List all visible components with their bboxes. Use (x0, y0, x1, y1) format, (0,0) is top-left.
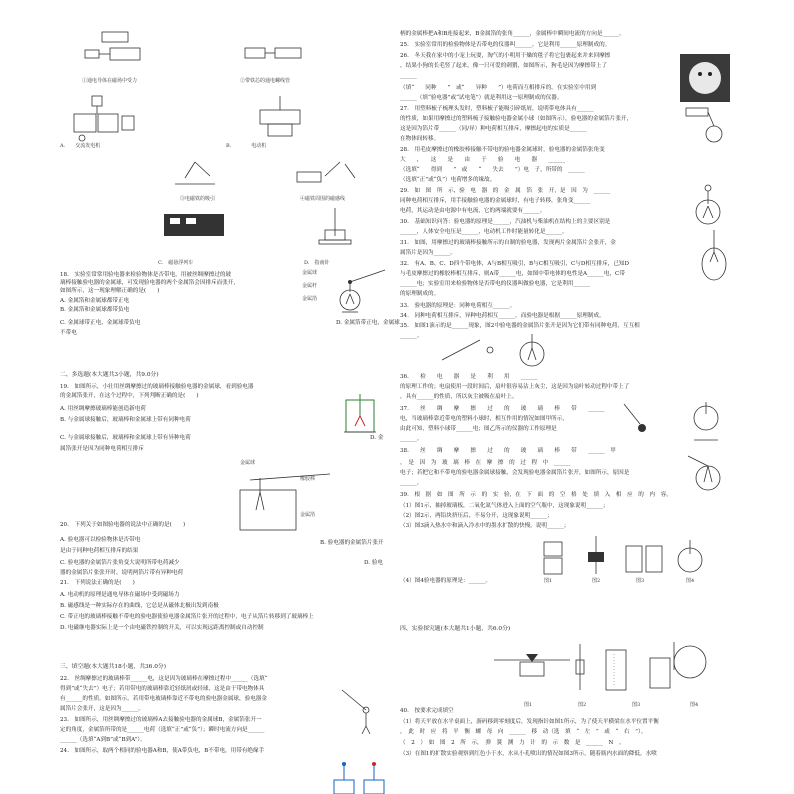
electroscope-figure-q38 (686, 452, 730, 496)
q21-option-d: D. 电磁继电器实际上是一个由电磁铁控制的开关，可以实现远距离控制或自动控制 (60, 625, 264, 631)
q27-line4: 在物体间转移。 (400, 136, 440, 142)
q39-line4: （3）图3滴入热水中和滴入冷水中的墨水扩散的快慢，说明______； (400, 523, 570, 529)
q39-fig2-label: 图2 (592, 578, 601, 584)
q30-line1: 30. 基础知识问答：验电器的原理是______，汽油机与柴油机在结构上的主要区别是 (400, 219, 611, 225)
q40-line3: ， 此 时 应 将 平 衡 螺 母 向 ______ 移 动（选 填 “ 左 ” 或 “ 右 ”）。 (400, 729, 647, 735)
q22-line4: 属箔片会张开，这是因为______。 (60, 706, 144, 712)
q37-line2: 电，当玻璃棒靠近带电的塑料小球时，相互作用的情况如图甲所示， (400, 416, 568, 422)
q40-line4: （ 2 ） 如 图 2 所 示， 弹 簧 测 力 计 的 示 数 是 ______ N 。 (400, 740, 625, 746)
electroscope-figure-q20 (230, 460, 340, 536)
q29-line3: 电荷，其运动是由电源中有电流，它的两端就要有______。 (400, 208, 546, 214)
q20-option-a: A. 验电器可以检验物体是否带电 (60, 537, 141, 543)
q26-line1: 26. 冬天我在家中的小宠上玩耍，淘气的小明用干燥的毯子将它包裹起来并来回摩擦 (400, 53, 611, 59)
q36-line3: ，具有______的性质，所以灰尘被吸在扇叶上。 (400, 394, 518, 400)
q39-fig3-label: 图3 (636, 578, 645, 584)
section-experiment: 四、实验探究题(本大题共1小题，共6.0分) (400, 626, 511, 632)
q22-line3: 有______的性质。如图所示，若用带电玻璃棒靠近不带电的验电器金属球，验电器金 (60, 696, 267, 702)
q19-option-a: A. 用丝绸摩擦玻璃棒能创造新电荷 (60, 406, 146, 412)
q27-line1: 27. 用塑料梳子梳理头发时，塑料梳子能吸引碎纸屑，说明带电体具有______ (400, 106, 594, 112)
caption-3: ③电磁铁的吸引 (180, 196, 216, 202)
maglev-train-figure (160, 208, 230, 248)
q19-line2: 的金属箔张开，在这个过程中，下列判断正确的是( ) (60, 393, 199, 399)
electromagnet-figure (240, 40, 310, 70)
q40-fig3-label: 图3 (632, 702, 641, 708)
q18-option-d-cont: 不带电 (60, 330, 77, 336)
figures-q35 (440, 330, 550, 370)
q32-line4: 的原理制成的。 (400, 291, 440, 297)
electroscope-figure-q19 (340, 392, 380, 438)
q19-line1: 19. 如图所示，小壮用丝绸摩擦过的玻璃棒接触验电器的金属球，看到验电器 (60, 384, 254, 390)
q35-line1: 35. 如图1演示的是______现象，图2中验电器的金属箔片张开是因为它们带有同种电荷，互互相 (400, 323, 640, 329)
q37-line4: ______。 (400, 436, 423, 442)
q40-fig4-label: 图4 (690, 702, 699, 708)
magnetic-field-figure (170, 158, 220, 198)
q19-option-d-cont: 属箔张开是因为同种电荷相互排斥 (60, 446, 144, 452)
generator-figure (62, 94, 162, 150)
maglev-label: 磁悬浮列车 (168, 260, 194, 266)
q40-line2: （1）将天平放在水平桌面上，游码移到零刻度后，发现指针如图1所示，为了使天平横梁在水平位置平衡 (400, 719, 659, 725)
q21-option-a: A. 电动机的原理是通电导体在磁场中受到磁场力 (60, 592, 180, 598)
q39-fig1-label: 图1 (544, 578, 553, 584)
q21-option-b: B. 磁感线是一种实际存在的曲线，它总是从磁体北极出发到南极 (60, 603, 219, 609)
q18-line3: 如图所示，这一现象理解正确的是( ) (60, 288, 160, 294)
q20-label-ball: 金属球 (240, 460, 256, 466)
q37-line1: 37. 丝 绸 摩 擦 过 的 玻 璃 棒 带 ______ (400, 406, 605, 412)
q38-line3: 电子；若把它和不带电的验电器金属球接触，会发现验电器金属箔片张开，如图所示，原因是 (400, 470, 630, 476)
q20-option-d-cont: 器的金属箔片张张开时，说明两箔片带有异种电荷 (60, 570, 184, 576)
q40-line5: （3）在图1的扩散实验观察到红色小于水，水从小孔喷出的情况如图3所示，随着瓶内水面的降低，水喷 (400, 751, 657, 757)
q18-label-foil: 金属箔 (302, 296, 318, 302)
q34: 34. 同种电荷相互排斥，异种电荷相互______，而验电器是根据______原理制成。 (400, 313, 605, 319)
q20-option-b-cont: 是由于同种电荷相互排斥的结果 (60, 548, 139, 554)
q28-line3: （选填“ 得到 ” 或 “ 失去 ”）电 子，所带的 ______ (400, 167, 585, 173)
q19-option-c: C. 与金属球接触后，玻璃棒和金属球上带有异种电荷 (60, 435, 191, 441)
q37-line3: 由此可知，塑料小球带______电；图乙所示的仪器的工作原理是 (400, 426, 557, 432)
q31-line1: 31. 如图，用摩擦过的玻璃棒接触所示的自制的验电器，发现两片金属箔片会张开，金 (400, 240, 616, 246)
q25: 25. 实验室常用的检验物体是否带电的仪器叫______，它是利用______原理制成的。 (400, 42, 611, 48)
q21-option-c: C. 带正电的玻璃棒接触不带电的验电器使验电器金属箔片张开的过程中，电子从箔片转移到了玻璃棒上 (60, 614, 314, 620)
q39-line2: （1）图1示，抽掉玻璃板，二氧化氮气体进入上面的空气瓶中，这现象说明______； (400, 503, 609, 509)
q18-label-ball: 金属球 (302, 270, 318, 276)
q28-line2: 大 ， 这 是 由 于 验 电 器 ______ (400, 157, 566, 163)
option-c-label: C. 磁悬浮列车 (158, 260, 194, 266)
q18-option-a: A. 金属箔和金属球都带正电 (60, 298, 130, 304)
q26-line3: ______ (400, 73, 417, 79)
q28-line1: 28. 用毛皮摩擦过的橡胶棒接触不带电的验电器金属球时，验电器的金属箔张角变 (400, 147, 605, 153)
q18-option-d: D. 金属箔带正电，金属球 (336, 320, 400, 326)
q18-option-b: B. 金属箔和金属球都带负电 (60, 307, 130, 313)
q18-line1: 18. 实验室常常用验电器来检验物体是否带电，用被丝绸摩擦过的玻 (60, 272, 232, 278)
q24-cont: 柄的金属棒把A和B连接起来，B金属箔的张角______，金属棒中瞬间电流的方向是______。 (400, 31, 625, 37)
q40-fig1-label: 图1 (524, 702, 533, 708)
q29-line1: 29. 如 图 所 示，验 电 器 的 金 属 箔 张 开，是 因 为 ______ (400, 188, 611, 194)
q31-line2: 属箔片是因为______。 (400, 250, 456, 256)
caption-4: ④磁铁周围的磁感线 (300, 196, 346, 202)
q32-line3: ______电；实验室用来检验物体是否带电的仪器叫做验电器，它是利用______ (400, 281, 591, 287)
fluffy-dog-photo (680, 54, 730, 102)
q19-option-b: B. 与金属球接触后，玻璃棒和金属球上带有同种电荷 (60, 417, 191, 423)
q20-option-c: C. 验电器的金属箔片张角变大说明所带电荷减少 (60, 560, 180, 566)
electroscope-figure-q29 (690, 184, 726, 234)
compass-label: 指南针 (314, 260, 330, 266)
q40-fig2-label: 图2 (578, 702, 587, 708)
q20-line1: 20. 下列关于如图验电器的说法中正确的是( ) (60, 522, 186, 528)
q27-line2: 的性质，如果用摩擦过的塑料梳子接触验电器金属小球（如图所示），验电器的金属箔片张开， (400, 116, 633, 122)
electroscopes-figure-q24 (330, 758, 390, 794)
option-a-label: A. 交流发电机 (60, 143, 101, 149)
q39-line5: （4）图4验电器的原理是：______。 (400, 578, 492, 584)
q21-line1: 21. 下列说法正确的是( ) (60, 580, 135, 586)
q27-line3: 这是因为箔片带______（同/异）种电荷相互排斥，摩擦起电的实质是______ (400, 126, 587, 132)
q22-line1: 22. 丝绸摩擦过的玻璃棒带______电，这是因为玻璃棒在摩擦过程中______（选填“ (60, 676, 268, 682)
q32-line2: 与毛皮摩擦过的橡胶棒相互排斥，则A带______电，如图中带电体的电性是A______电，C带 (400, 271, 625, 277)
q26-line4: （填“ 同种 ” 或“ 异种 ”）电荷而互相排斥的。在实验室中用到 (400, 85, 597, 91)
q38-line2: ， 是 因 为 玻 璃 棒 在 摩 擦 的 过 程 中 ______ (400, 460, 571, 466)
q29-line2: 同种电荷相互排斥，用手接触验电器的金属球时，有电子转移，张角变______ (400, 198, 591, 204)
q39-line1: 39. 根 据 如 图 所 示 的 实 验，在 下 面 的 空 格 处 填 入 相 应 的 内 容。 (400, 492, 672, 498)
q20-label-rod: 橡胶棒 (300, 476, 316, 482)
generator-label: 交流发电机 (75, 143, 101, 149)
q38-line4: ______。 (400, 480, 423, 486)
q22-line2: 得到”或“失去”）电子；若用带电的玻璃棒靠近轻纸屑或轻球，这是由于带电物体具 (60, 686, 265, 692)
q20-option-d: D. 验电 (364, 560, 384, 566)
q40-line1: 40. 按要求完成填空 (400, 708, 454, 714)
q36-line1: 36. 检 电 器 是 利 用 ______ (400, 374, 538, 380)
option-d-label: D. 指南针 (304, 260, 330, 266)
q23-line2: 定的角度，金属箔所带的是______电荷（选填“正”或“负”）；瞬时电流方向是______ (60, 727, 265, 733)
homemade-electroscope-figure (698, 228, 730, 288)
section-multiple-choice: 二、多选题(本大题共3小题，共9.0分) (60, 372, 159, 378)
electroscope-figure-q18 (320, 266, 390, 316)
q39-fig4-label: 图4 (686, 578, 695, 584)
q28-line4: （选填“正”或“负”）电荷增多的缘故。 (400, 177, 496, 183)
motor-figure (250, 94, 320, 150)
electroscope-figure-q22 (340, 686, 386, 736)
q23-line3: ______（选填“A到B”或“B到A”）。 (60, 737, 146, 743)
q26-line5: ______（填“验电器”或“试电笔”）就是利用这一原理制成的仪器。 (400, 95, 563, 101)
motor-label: 电动机 (251, 143, 267, 149)
q35-line2: ______。 (400, 333, 423, 339)
induction-figure (295, 158, 365, 198)
q24-line1: 24. 如图所示，取两个相同的验电器A和B，使A带负电，B不带电，用带有绝缘手 (60, 748, 265, 754)
q32-line1: 32. 有A、B、C、D四个带电体，A与B相互吸引，B与C相互吸引，C与D相互排斥，已知D (400, 261, 630, 267)
option-b-label: B. 电动机 (226, 143, 267, 149)
figures-q39 (540, 534, 720, 584)
q30-line2: ______，人体安全电压是______，电动机工作时能量转化是______。 (400, 229, 568, 235)
figures-q40 (490, 640, 730, 702)
caption-2: ②带铁芯的通电螺线管 (240, 78, 291, 84)
q18-option-c: C. 金属球带正电，金属球带负电 (60, 320, 141, 326)
q26-line2: ，结果小狗的长毛竖了起来，像一只可爱的刺猬，如图所示，狗毛是因为摩擦带上了 (400, 63, 607, 69)
q36-line2: 的原理工作的；电扇使用一段时间后，扇叶很容易沾上灰尘，这是因为扇叶转动过程中带上了 (400, 384, 630, 390)
q33: 33. 验电器的原理是：同种电荷相互______。 (400, 303, 516, 309)
section-fill-in: 三、填空题(本大题共18小题，共36.0分) (60, 664, 166, 670)
compass-figure (315, 206, 355, 250)
q23-line1: 23. 如图所示，用丝绸摩擦过的玻璃棒A去接触验电器的金属球B，金属箔张开一 (60, 717, 262, 723)
q18-line2: 璃棒接触验电器的金属球，可发现验电器的两个金属箔会因排斥而张开， (60, 280, 240, 286)
comb-electroscope-figure (684, 106, 730, 146)
figures-q37 (620, 400, 730, 448)
q18-label-rod: 金属杆 (302, 283, 318, 289)
q19-option-d: D. 金 (370, 435, 384, 441)
q39-line3: （2）图2示，两铅块挤压后，不易分开，这现象说明______； (400, 513, 553, 519)
q20-label-foil: 金属箔 (300, 512, 316, 518)
q38-line1: 38. 丝 绸 摩 擦 过 的 玻 璃 棒 带 ______ 甲 (400, 448, 616, 454)
caption-1: ①通电导体在磁场中受力 (82, 78, 138, 84)
q20-option-b: B. 验电器的金属箔片张开 (320, 540, 384, 546)
